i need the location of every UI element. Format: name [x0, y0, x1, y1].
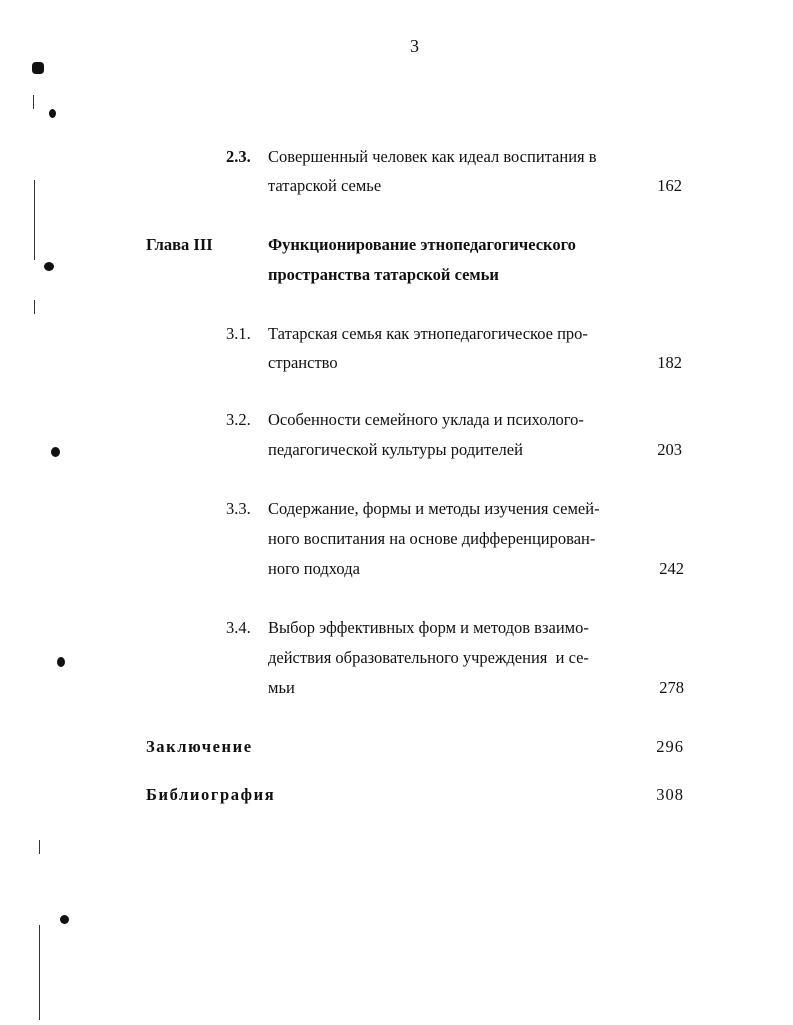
- section-3-4-number: 3.4.: [226, 618, 251, 637]
- scan-line: [34, 300, 35, 314]
- section-3-2-number: 3.2.: [226, 410, 251, 429]
- section-3-4-line-3: мьи: [268, 678, 295, 697]
- chapter-3-title-line-1: Функционирование этнопедагогического: [268, 235, 576, 254]
- section-3-2-page: 203: [657, 440, 682, 459]
- section-2-3-number: 2.3.: [226, 147, 251, 166]
- chapter-3-title-line-2: пространства татарской семьи: [268, 265, 499, 284]
- scan-mark: [32, 62, 44, 74]
- section-3-3-line-3: ного подхода: [268, 559, 360, 578]
- scan-mark: [49, 109, 56, 118]
- conclusion-label: Заключение: [146, 737, 253, 756]
- section-3-1-page: 182: [657, 353, 682, 372]
- section-3-4-line-1: Выбор эффективных форм и методов взаимо-: [268, 618, 589, 637]
- scan-line: [34, 180, 35, 260]
- scan-mark: [44, 262, 54, 271]
- section-3-1-line-1: Татарская семья как этнопедагогическое про-: [268, 324, 588, 343]
- page-number: 3: [410, 36, 419, 56]
- section-3-2-line-1: Особенности семейного уклада и психолого-: [268, 410, 584, 429]
- scan-mark: [60, 915, 69, 924]
- section-3-1-line-2: странство: [268, 353, 338, 372]
- bibliography-label: Библиография: [146, 785, 276, 804]
- section-3-3-number: 3.3.: [226, 499, 251, 518]
- scan-line: [39, 925, 40, 1020]
- scan-mark: [57, 657, 65, 667]
- section-3-4-page: 278: [659, 678, 684, 697]
- scan-line: [39, 840, 40, 854]
- conclusion-page: 296: [656, 737, 684, 756]
- section-3-3-line-1: Содержание, формы и методы изучения семей-: [268, 499, 600, 518]
- section-2-3-line-2: татарской семье: [268, 176, 382, 195]
- chapter-3-label: Глава III: [146, 235, 213, 254]
- section-3-3-line-2: ного воспитания на основе дифференцирован-: [268, 529, 596, 548]
- section-2-3-line-1: Совершенный человек как идеал воспитания в: [268, 147, 597, 166]
- scan-mark: [51, 447, 60, 457]
- scan-line: [33, 95, 34, 109]
- section-3-2-line-2: педагогической культуры родителей: [268, 440, 523, 459]
- section-3-3-page: 242: [659, 559, 684, 578]
- section-3-1-number: 3.1.: [226, 324, 251, 343]
- section-3-4-line-2: действия образовательного учреждения и се-: [268, 648, 589, 667]
- bibliography-page: 308: [656, 785, 684, 804]
- section-2-3-page: 162: [657, 176, 682, 195]
